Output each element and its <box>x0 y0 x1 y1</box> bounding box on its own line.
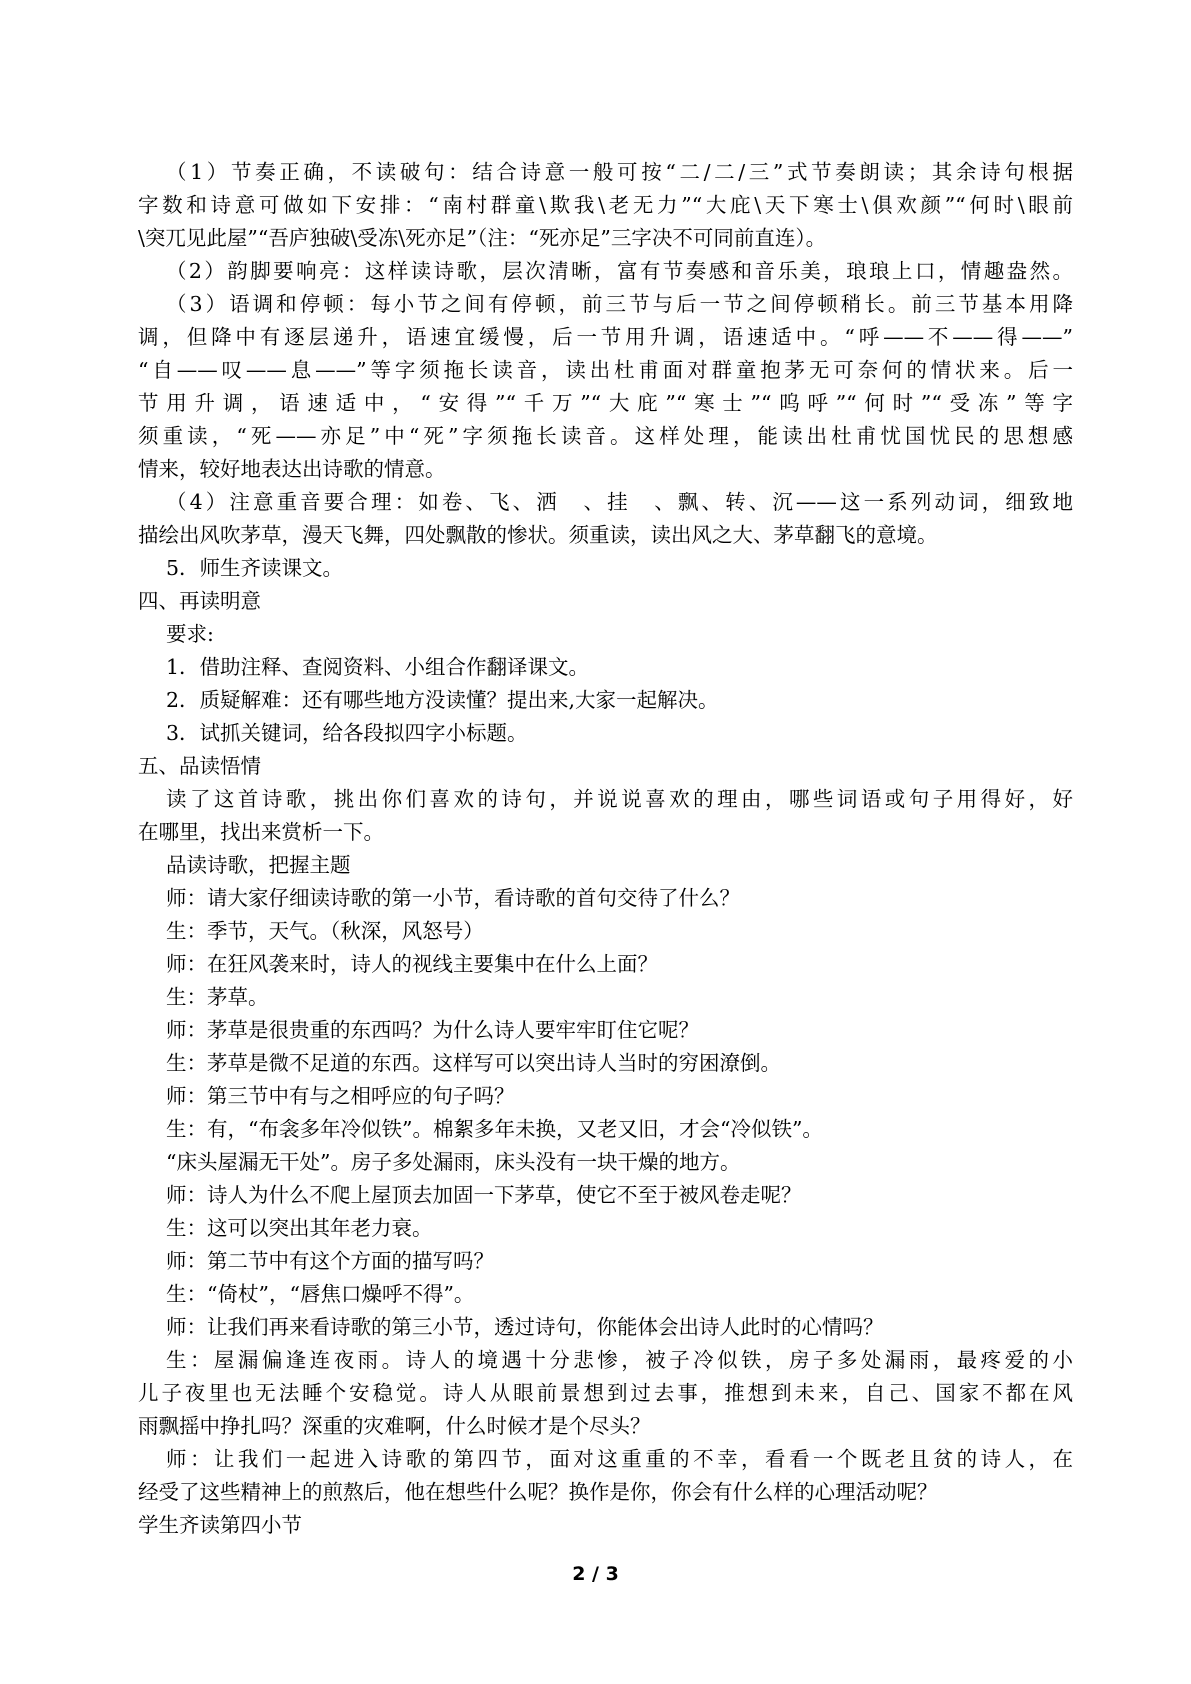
text-line: 1．借助注释、查阅资料、小组合作翻译课文。 <box>166 655 590 679</box>
text-line: 学生齐读第四小节 <box>138 1513 302 1537</box>
text-line: 在哪里，找出来赏析一下。 <box>138 820 384 844</box>
text-line: 师：第二节中有这个方面的描写吗？ <box>166 1249 494 1273</box>
text-line: 情来，较好地表达出诗歌的情意。 <box>138 457 446 481</box>
text-line: 儿子夜里也无法睡个安稳觉。诗人从眼前景想到过去事，推想到未来，自己、国家不都在风 <box>138 1381 1073 1405</box>
text-line: 生：屋漏偏逢连夜雨。诗人的境遇十分悲惨，被子冷似铁，房子多处漏雨，最疼爱的小 <box>166 1348 1073 1372</box>
text-line: 雨飘摇中挣扎吗？深重的灾难啊，什么时候才是个尽头？ <box>138 1414 651 1438</box>
text-line: 生：茅草。 <box>166 985 269 1009</box>
text-line: 节用升调，语速适中，“安得”“千万”“大庇”“寒士”“呜呼”“何时”“受冻”等字 <box>138 391 1073 415</box>
text-line: 读了这首诗歌，挑出你们喜欢的诗句，并说说喜欢的理由，哪些词语或句子用得好，好 <box>166 787 1073 811</box>
page-number: 2 / 3 <box>572 1563 619 1585</box>
text-line: 描绘出风吹茅草，漫天飞舞，四处飘散的惨状。须重读，读出风之大、茅草翻飞的意境。 <box>138 523 938 547</box>
text-line: 师：茅草是很贵重的东西吗？为什么诗人要牢牢盯住它呢？ <box>166 1018 699 1042</box>
text-line: 师：让我们一起进入诗歌的第四节，面对这重重的不幸，看看一个既老且贫的诗人，在 <box>166 1447 1073 1471</box>
text-line: “床头屋漏无干处”。房子多处漏雨，床头没有一块干燥的地方。 <box>166 1150 741 1174</box>
text-line: 师：请大家仔细读诗歌的第一小节，看诗歌的首句交待了什么？ <box>166 886 740 910</box>
text-line: （4）注意重音要合理：如卷、飞、洒 、挂 、飘、转、沉——这一系列动词，细致地 <box>166 490 1073 514</box>
text-line: 2．质疑解难：还有哪些地方没读懂？提出来,大家一起解决。 <box>166 688 719 712</box>
text-line: 经受了这些精神上的煎熬后，他在想些什么呢？换作是你，你会有什么样的心理活动呢？ <box>138 1480 938 1504</box>
text-line: 品读诗歌，把握主题 <box>166 853 351 877</box>
text-line: 师：让我们再来看诗歌的第三小节，透过诗句，你能体会出诗人此时的心情吗？ <box>166 1315 884 1339</box>
text-line: 师：第三节中有与之相呼应的句子吗？ <box>166 1084 515 1108</box>
text-line: 生：季节，天气。（秋深，风怒号） <box>166 919 484 943</box>
text-line: 师：在狂风袭来时，诗人的视线主要集中在什么上面？ <box>166 952 658 976</box>
text-line: （3）语调和停顿：每小节之间有停顿，前三节与后一节之间停顿稍长。前三节基本用降 <box>166 292 1073 316</box>
text-line: （1）节奏正确，不读破句：结合诗意一般可按“二/二/三”式节奏朗读；其余诗句根据 <box>166 160 1073 184</box>
text-line: 3．试抓关键词，给各段拟四字小标题。 <box>166 721 528 745</box>
document-body <box>138 156 1073 1542</box>
text-line: “自——叹——息——”等字须拖长读音，读出杜甫面对群童抱茅无可奈何的情状来。后一 <box>138 358 1073 382</box>
text-line: 调，但降中有逐层递升，语速宜缓慢，后一节用升调，语速适中。“呼——不——得——” <box>138 325 1073 349</box>
text-line: 生：茅草是微不足道的东西。这样写可以突出诗人当时的穷困潦倒。 <box>166 1051 781 1075</box>
text-line: 生：“倚杖”，“唇焦口燥呼不得”。 <box>166 1282 475 1306</box>
text-line: 生：这可以突出其年老力衰。 <box>166 1216 433 1240</box>
text-line: 师：诗人为什么不爬上屋顶去加固一下茅草，使它不至于被风卷走呢？ <box>166 1183 802 1207</box>
text-line: \突兀见此屋”“吾庐独破\受冻\死亦足”（注：“死亦足”三字决不可同前直连）。 <box>138 226 827 250</box>
text-line: 须重读，“死——亦足”中“死”字须拖长读音。这样处理，能读出杜甫忧国忧民的思想感 <box>138 424 1073 448</box>
text-line: （2）韵脚要响亮：这样读诗歌，层次清晰，富有节奏感和音乐美，琅琅上口，情趣盎然。 <box>166 259 1073 283</box>
text-line: 5．师生齐读课文。 <box>166 556 344 580</box>
text-line: 字数和诗意可做如下安排：“南村群童\欺我\老无力”“大庇\天下寒士\俱欢颜”“何时\眼前 <box>138 193 1073 217</box>
text-line: 四、再读明意 <box>138 589 261 613</box>
text-line: 五、品读悟情 <box>138 754 261 778</box>
text-line: 生：有，“布衾多年冷似铁”。棉絮多年未换，又老又旧，才会“冷似铁”。 <box>166 1117 823 1141</box>
text-line: 要求: <box>166 622 214 646</box>
